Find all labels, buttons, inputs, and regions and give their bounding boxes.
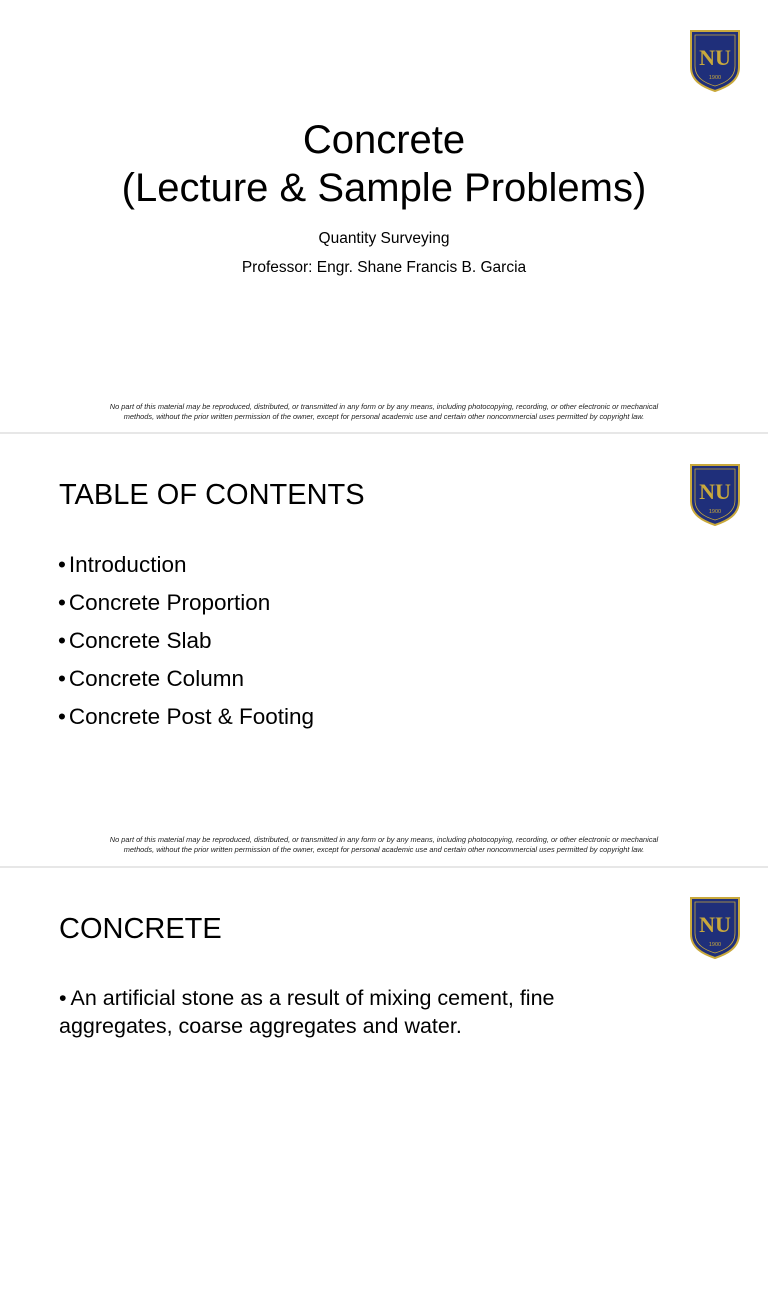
professor-name: Professor: Engr. Shane Francis B. Garcia (241, 259, 527, 276)
copyright-notice: No part of this material may be reproduced, distributed, or transmitted in any form or by any means, including photocopying, recording, or other electronic or mechanical methods, without the prior written permission of the owner, except for personal academic use and certain other noncommercial uses permitted by copyright law. (109, 402, 659, 421)
svg-text:NU: NU (699, 912, 731, 937)
university-logo (687, 461, 743, 527)
toc-heading: TABLE OF CONTENTS (59, 479, 365, 511)
toc-list (58, 546, 314, 736)
copyright-notice: No part of this material may be reproduced, distributed, or transmitted in any form or by any means, including photocopying, recording, or other electronic or mechanical methods, without the prior written permission of the owner, except for personal academic use and certain other noncommercial uses permitted by copyright law. (109, 835, 659, 854)
svg-text:1900: 1900 (708, 942, 722, 948)
title-line-1: Concrete (302, 118, 466, 162)
slide-concrete (0, 868, 768, 1300)
course-name: Quantity Surveying (318, 230, 450, 247)
toc-item-column: • Concrete Column (58, 660, 314, 698)
svg-text:1900: 1900 (708, 509, 722, 515)
university-logo (687, 894, 743, 960)
presentation-title (0, 116, 768, 212)
svg-text:1900: 1900 (708, 75, 722, 81)
svg-text:NU: NU (699, 479, 731, 504)
toc-item-introduction: • Introduction (58, 546, 314, 584)
title-line-2: (Lecture & Sample Problems) (121, 166, 647, 210)
toc-item-slab: • Concrete Slab (58, 622, 314, 660)
slide-title (0, 0, 768, 432)
toc-item-proportion: • Concrete Proportion (58, 584, 314, 622)
university-logo (687, 27, 743, 93)
toc-item-post-footing: • Concrete Post & Footing (58, 698, 314, 736)
slide-table-of-contents (0, 434, 768, 866)
svg-text:NU: NU (699, 45, 731, 70)
concrete-heading: CONCRETE (59, 913, 222, 945)
concrete-definition: • An artificial stone as a result of mixing cement, fine aggregates, coarse aggregates and water. (59, 984, 659, 1040)
